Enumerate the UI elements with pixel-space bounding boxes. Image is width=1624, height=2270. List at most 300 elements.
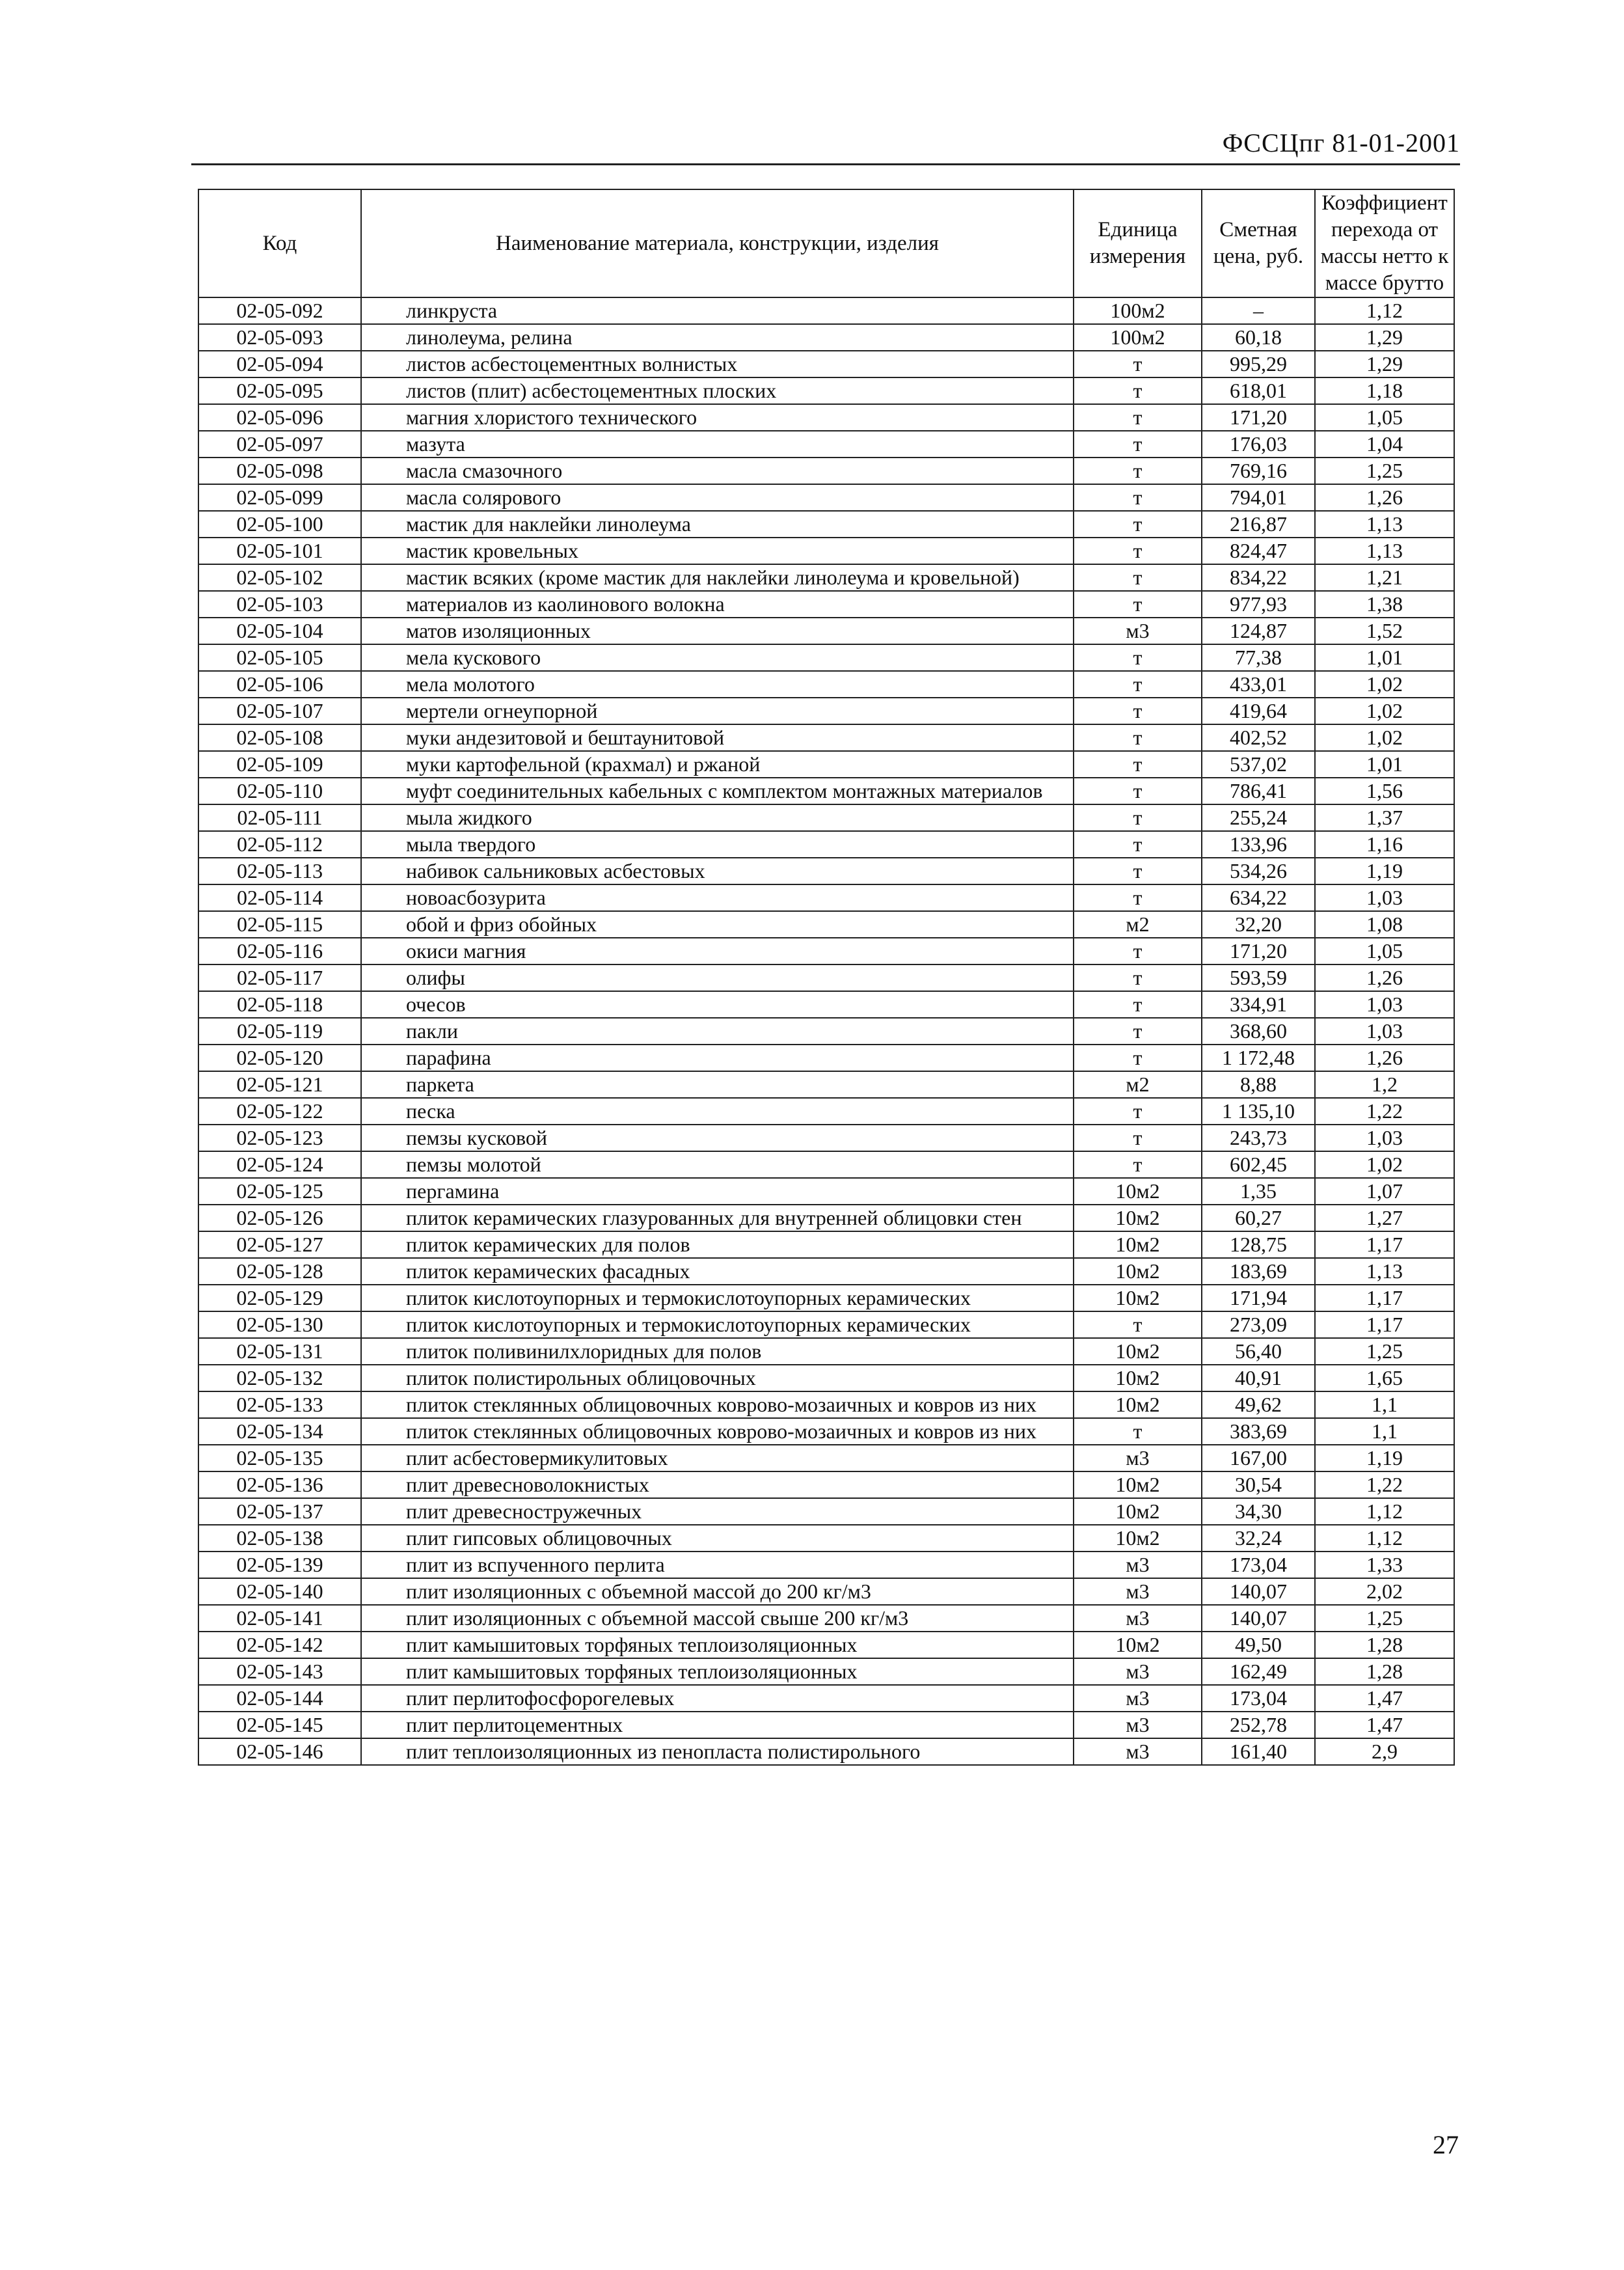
cell-code: 02-05-122 bbox=[198, 1098, 361, 1125]
cell-price: 171,20 bbox=[1202, 404, 1315, 431]
cell-code: 02-05-107 bbox=[198, 698, 361, 724]
cell-unit: т bbox=[1074, 404, 1202, 431]
cell-unit: т bbox=[1074, 804, 1202, 831]
material-name: плит камышитовых торфяных теплоизоляционных bbox=[406, 1633, 858, 1656]
material-name: плит изоляционных с объемной массой свыше 200 кг/м3 bbox=[406, 1606, 909, 1630]
cell-code: 02-05-140 bbox=[198, 1578, 361, 1605]
table-row bbox=[198, 1178, 1454, 1205]
table-row bbox=[198, 911, 1454, 938]
material-name: пемзы молотой bbox=[406, 1153, 541, 1176]
cell-price: 368,60 bbox=[1202, 1018, 1315, 1045]
cell-unit: т bbox=[1074, 644, 1202, 671]
material-name: плиток кислотоупорных и термокислотоупорных керамических bbox=[406, 1313, 971, 1336]
cell-price: 537,02 bbox=[1202, 751, 1315, 778]
cell-name bbox=[361, 404, 1074, 431]
cell-name bbox=[361, 1151, 1074, 1178]
cell-coefficient: 1,13 bbox=[1315, 538, 1454, 564]
cell-name bbox=[361, 858, 1074, 884]
column-header-name: Наименование материала, конструкции, изделия bbox=[361, 189, 1074, 297]
cell-code: 02-05-141 bbox=[198, 1605, 361, 1632]
cell-name bbox=[361, 1285, 1074, 1311]
table-row bbox=[198, 351, 1454, 377]
cell-unit: т bbox=[1074, 831, 1202, 858]
cell-unit: 100м2 bbox=[1074, 324, 1202, 351]
cell-coefficient: 1,28 bbox=[1315, 1658, 1454, 1685]
table-row bbox=[198, 1658, 1454, 1685]
cell-name bbox=[361, 1552, 1074, 1578]
cell-code: 02-05-097 bbox=[198, 431, 361, 458]
cell-name bbox=[361, 1471, 1074, 1498]
cell-price: 769,16 bbox=[1202, 458, 1315, 484]
cell-code: 02-05-142 bbox=[198, 1632, 361, 1658]
cell-price: 49,62 bbox=[1202, 1391, 1315, 1418]
material-name: мыла твердого bbox=[406, 832, 536, 856]
material-name: плит гипсовых облицовочных bbox=[406, 1526, 672, 1550]
cell-coefficient: 1,47 bbox=[1315, 1712, 1454, 1738]
table-row bbox=[198, 1391, 1454, 1418]
material-name: плит древесностружечных bbox=[406, 1499, 642, 1523]
cell-code: 02-05-139 bbox=[198, 1552, 361, 1578]
table-row bbox=[198, 1045, 1454, 1071]
cell-price: 995,29 bbox=[1202, 351, 1315, 377]
cell-code: 02-05-101 bbox=[198, 538, 361, 564]
table-row bbox=[198, 644, 1454, 671]
cell-price: 1,35 bbox=[1202, 1178, 1315, 1205]
cell-code: 02-05-115 bbox=[198, 911, 361, 938]
cell-unit: т bbox=[1074, 938, 1202, 964]
column-header-coefficient: Коэффициент перехода от массы нетто к массе брутто bbox=[1315, 189, 1454, 297]
material-name: плиток стеклянных облицовочных коврово-мозаичных и ковров из них bbox=[406, 1393, 1036, 1416]
cell-code: 02-05-093 bbox=[198, 324, 361, 351]
cell-price: 171,20 bbox=[1202, 938, 1315, 964]
cell-code: 02-05-130 bbox=[198, 1311, 361, 1338]
table-row bbox=[198, 1498, 1454, 1525]
table-row bbox=[198, 938, 1454, 964]
cell-coefficient: 1,13 bbox=[1315, 1258, 1454, 1285]
cell-name bbox=[361, 538, 1074, 564]
cell-coefficient: 1,01 bbox=[1315, 751, 1454, 778]
table-row bbox=[198, 1632, 1454, 1658]
table-row bbox=[198, 884, 1454, 911]
document-code: ФССЦпг 81-01-2001 bbox=[1222, 128, 1460, 157]
cell-name bbox=[361, 1178, 1074, 1205]
cell-code: 02-05-116 bbox=[198, 938, 361, 964]
price-table bbox=[198, 189, 1455, 1766]
table-row bbox=[198, 991, 1454, 1018]
header-rule bbox=[191, 163, 1460, 165]
table-row bbox=[198, 1525, 1454, 1552]
cell-coefficient: 1,18 bbox=[1315, 377, 1454, 404]
material-name: материалов из каолинового волокна bbox=[406, 592, 725, 616]
table-row bbox=[198, 1311, 1454, 1338]
cell-unit: м3 bbox=[1074, 1685, 1202, 1712]
cell-coefficient: 1,02 bbox=[1315, 671, 1454, 698]
cell-name bbox=[361, 1018, 1074, 1045]
material-name: листов асбестоцементных волнистых bbox=[406, 352, 738, 376]
table-row bbox=[198, 1445, 1454, 1471]
cell-name bbox=[361, 1525, 1074, 1552]
material-name: новоасбозурита bbox=[406, 886, 546, 909]
cell-coefficient: 1,03 bbox=[1315, 884, 1454, 911]
material-name: мела кускового bbox=[406, 646, 541, 669]
cell-coefficient: 1,26 bbox=[1315, 484, 1454, 511]
cell-code: 02-05-143 bbox=[198, 1658, 361, 1685]
cell-name bbox=[361, 1605, 1074, 1632]
cell-price: 334,91 bbox=[1202, 991, 1315, 1018]
cell-name bbox=[361, 1045, 1074, 1071]
cell-price: 173,04 bbox=[1202, 1685, 1315, 1712]
cell-unit: т bbox=[1074, 1125, 1202, 1151]
cell-unit: 10м2 bbox=[1074, 1365, 1202, 1391]
cell-coefficient: 1,1 bbox=[1315, 1391, 1454, 1418]
cell-price: 433,01 bbox=[1202, 671, 1315, 698]
material-name: паркета bbox=[406, 1073, 474, 1096]
cell-coefficient: 1,38 bbox=[1315, 591, 1454, 618]
cell-name bbox=[361, 698, 1074, 724]
material-name: мастик кровельных bbox=[406, 539, 578, 562]
table-row bbox=[198, 1552, 1454, 1578]
cell-name bbox=[361, 1205, 1074, 1231]
cell-code: 02-05-126 bbox=[198, 1205, 361, 1231]
cell-unit: т bbox=[1074, 458, 1202, 484]
table-header-row bbox=[198, 189, 1454, 297]
material-name: окиси магния bbox=[406, 939, 526, 963]
cell-price: 602,45 bbox=[1202, 1151, 1315, 1178]
cell-price: 618,01 bbox=[1202, 377, 1315, 404]
cell-name bbox=[361, 804, 1074, 831]
cell-unit: т bbox=[1074, 778, 1202, 804]
cell-unit: т bbox=[1074, 511, 1202, 538]
cell-unit: т bbox=[1074, 351, 1202, 377]
table-row bbox=[198, 831, 1454, 858]
cell-code: 02-05-121 bbox=[198, 1071, 361, 1098]
cell-code: 02-05-124 bbox=[198, 1151, 361, 1178]
column-header-price: Сметная цена, руб. bbox=[1202, 189, 1315, 297]
material-name: плиток стеклянных облицовочных коврово-мозаичных и ковров из них bbox=[406, 1419, 1036, 1443]
cell-code: 02-05-120 bbox=[198, 1045, 361, 1071]
cell-coefficient: 1,08 bbox=[1315, 911, 1454, 938]
cell-price: 60,27 bbox=[1202, 1205, 1315, 1231]
cell-price: 402,52 bbox=[1202, 724, 1315, 751]
cell-name bbox=[361, 458, 1074, 484]
cell-name bbox=[361, 1712, 1074, 1738]
cell-price: 794,01 bbox=[1202, 484, 1315, 511]
table-row bbox=[198, 1685, 1454, 1712]
table-row bbox=[198, 804, 1454, 831]
cell-price: 140,07 bbox=[1202, 1578, 1315, 1605]
material-name: матов изоляционных bbox=[406, 619, 591, 642]
cell-price: 77,38 bbox=[1202, 644, 1315, 671]
table-row bbox=[198, 1365, 1454, 1391]
table-row bbox=[198, 564, 1454, 591]
cell-code: 02-05-112 bbox=[198, 831, 361, 858]
cell-coefficient: 1,26 bbox=[1315, 964, 1454, 991]
cell-price: 173,04 bbox=[1202, 1552, 1315, 1578]
cell-name bbox=[361, 964, 1074, 991]
material-name: пакли bbox=[406, 1019, 458, 1043]
cell-name bbox=[361, 644, 1074, 671]
cell-price: 34,30 bbox=[1202, 1498, 1315, 1525]
cell-unit: т bbox=[1074, 964, 1202, 991]
cell-unit: м2 bbox=[1074, 911, 1202, 938]
cell-code: 02-05-144 bbox=[198, 1685, 361, 1712]
table-row bbox=[198, 1285, 1454, 1311]
cell-coefficient: 1,25 bbox=[1315, 458, 1454, 484]
cell-price: 128,75 bbox=[1202, 1231, 1315, 1258]
cell-coefficient: 1,25 bbox=[1315, 1605, 1454, 1632]
cell-unit: 10м2 bbox=[1074, 1338, 1202, 1365]
material-name: линолеума, релина bbox=[406, 325, 573, 349]
cell-code: 02-05-131 bbox=[198, 1338, 361, 1365]
cell-code: 02-05-113 bbox=[198, 858, 361, 884]
column-header-unit: Единица измерения bbox=[1074, 189, 1202, 297]
cell-price: 1 172,48 bbox=[1202, 1045, 1315, 1071]
cell-coefficient: 1,12 bbox=[1315, 297, 1454, 324]
cell-price: 32,20 bbox=[1202, 911, 1315, 938]
cell-name bbox=[361, 1338, 1074, 1365]
cell-unit: т bbox=[1074, 1151, 1202, 1178]
cell-name bbox=[361, 351, 1074, 377]
cell-unit: т bbox=[1074, 1018, 1202, 1045]
cell-code: 02-05-134 bbox=[198, 1418, 361, 1445]
cell-unit: 10м2 bbox=[1074, 1391, 1202, 1418]
material-name: плиток керамических глазурованных для внутренней облицовки стен bbox=[406, 1206, 1022, 1229]
cell-coefficient: 1,21 bbox=[1315, 564, 1454, 591]
cell-coefficient: 1,16 bbox=[1315, 831, 1454, 858]
cell-unit: т bbox=[1074, 751, 1202, 778]
cell-price: 32,24 bbox=[1202, 1525, 1315, 1552]
cell-code: 02-05-102 bbox=[198, 564, 361, 591]
cell-unit: т bbox=[1074, 538, 1202, 564]
cell-unit: т bbox=[1074, 484, 1202, 511]
cell-name bbox=[361, 1658, 1074, 1685]
cell-name bbox=[361, 911, 1074, 938]
material-name: муки андезитовой и бештаунитовой bbox=[406, 726, 725, 749]
cell-price: 176,03 bbox=[1202, 431, 1315, 458]
cell-price: 183,69 bbox=[1202, 1258, 1315, 1285]
cell-code: 02-05-125 bbox=[198, 1178, 361, 1205]
cell-price: 824,47 bbox=[1202, 538, 1315, 564]
cell-unit: т bbox=[1074, 1045, 1202, 1071]
cell-coefficient: 1,01 bbox=[1315, 644, 1454, 671]
cell-unit: м3 bbox=[1074, 1658, 1202, 1685]
material-name: мертели огнеупорной bbox=[406, 699, 598, 722]
cell-coefficient: 1,47 bbox=[1315, 1685, 1454, 1712]
table-row bbox=[198, 1071, 1454, 1098]
cell-code: 02-05-105 bbox=[198, 644, 361, 671]
cell-code: 02-05-110 bbox=[198, 778, 361, 804]
cell-name bbox=[361, 484, 1074, 511]
cell-name bbox=[361, 591, 1074, 618]
material-name: масла солярового bbox=[406, 485, 562, 509]
cell-code: 02-05-123 bbox=[198, 1125, 361, 1151]
cell-coefficient: 1,52 bbox=[1315, 618, 1454, 644]
cell-name bbox=[361, 1125, 1074, 1151]
table-row bbox=[198, 1258, 1454, 1285]
cell-price: 786,41 bbox=[1202, 778, 1315, 804]
material-name: магния хлористого технического bbox=[406, 405, 697, 429]
cell-unit: т bbox=[1074, 724, 1202, 751]
cell-code: 02-05-109 bbox=[198, 751, 361, 778]
cell-name bbox=[361, 618, 1074, 644]
cell-name bbox=[361, 1311, 1074, 1338]
cell-code: 02-05-145 bbox=[198, 1712, 361, 1738]
cell-unit: т bbox=[1074, 991, 1202, 1018]
cell-price: 140,07 bbox=[1202, 1605, 1315, 1632]
material-name: мазута bbox=[406, 432, 465, 456]
table-row bbox=[198, 858, 1454, 884]
table-row bbox=[198, 511, 1454, 538]
cell-name bbox=[361, 324, 1074, 351]
page-number: 27 bbox=[1433, 2130, 1459, 2159]
cell-name bbox=[361, 431, 1074, 458]
cell-code: 02-05-146 bbox=[198, 1738, 361, 1765]
cell-name bbox=[361, 1578, 1074, 1605]
material-name: плиток керамических для полов bbox=[406, 1233, 690, 1256]
material-name: плит изоляционных с объемной массой до 200 кг/м3 bbox=[406, 1579, 871, 1603]
cell-coefficient: 1,03 bbox=[1315, 1018, 1454, 1045]
cell-price: 162,49 bbox=[1202, 1658, 1315, 1685]
table-row bbox=[198, 1205, 1454, 1231]
cell-price: 40,91 bbox=[1202, 1365, 1315, 1391]
cell-code: 02-05-135 bbox=[198, 1445, 361, 1471]
cell-name bbox=[361, 1231, 1074, 1258]
cell-coefficient: 1,37 bbox=[1315, 804, 1454, 831]
cell-price: 834,22 bbox=[1202, 564, 1315, 591]
cell-unit: т bbox=[1074, 1098, 1202, 1125]
cell-price: 383,69 bbox=[1202, 1418, 1315, 1445]
material-name: набивок сальниковых асбестовых bbox=[406, 859, 705, 882]
cell-name bbox=[361, 1738, 1074, 1765]
cell-price: 243,73 bbox=[1202, 1125, 1315, 1151]
cell-name bbox=[361, 778, 1074, 804]
table-row bbox=[198, 1151, 1454, 1178]
cell-coefficient: 1,56 bbox=[1315, 778, 1454, 804]
cell-coefficient: 1,04 bbox=[1315, 431, 1454, 458]
cell-coefficient: 1,05 bbox=[1315, 404, 1454, 431]
cell-code: 02-05-095 bbox=[198, 377, 361, 404]
cell-coefficient: 1,28 bbox=[1315, 1632, 1454, 1658]
cell-name bbox=[361, 751, 1074, 778]
material-name: плит асбестовермикулитовых bbox=[406, 1446, 668, 1470]
cell-name bbox=[361, 1445, 1074, 1471]
cell-price: 124,87 bbox=[1202, 618, 1315, 644]
cell-unit: 10м2 bbox=[1074, 1258, 1202, 1285]
table-row bbox=[198, 297, 1454, 324]
table-row bbox=[198, 1018, 1454, 1045]
cell-code: 02-05-103 bbox=[198, 591, 361, 618]
cell-name bbox=[361, 511, 1074, 538]
cell-price: 133,96 bbox=[1202, 831, 1315, 858]
material-name: плит теплоизоляционных из пенопласта полистирольного bbox=[406, 1740, 921, 1763]
material-name: линкруста bbox=[406, 299, 498, 322]
cell-price: 419,64 bbox=[1202, 698, 1315, 724]
table-row bbox=[198, 1712, 1454, 1738]
cell-unit: 10м2 bbox=[1074, 1632, 1202, 1658]
cell-unit: т bbox=[1074, 1418, 1202, 1445]
cell-unit: м3 bbox=[1074, 1738, 1202, 1765]
material-name: пергамина bbox=[406, 1179, 500, 1203]
table-row bbox=[198, 724, 1454, 751]
material-name: плит из вспученного перлита bbox=[406, 1553, 665, 1576]
material-name: плит перлитоцементных bbox=[406, 1713, 623, 1736]
cell-code: 02-05-119 bbox=[198, 1018, 361, 1045]
table-row bbox=[198, 671, 1454, 698]
cell-code: 02-05-104 bbox=[198, 618, 361, 644]
cell-coefficient: 1,05 bbox=[1315, 938, 1454, 964]
table-row bbox=[198, 1471, 1454, 1498]
cell-coefficient: 1,02 bbox=[1315, 724, 1454, 751]
cell-code: 02-05-136 bbox=[198, 1471, 361, 1498]
table-row bbox=[198, 1098, 1454, 1125]
table-row bbox=[198, 1418, 1454, 1445]
material-name: масла смазочного bbox=[406, 459, 563, 482]
cell-price: 49,50 bbox=[1202, 1632, 1315, 1658]
cell-name bbox=[361, 377, 1074, 404]
cell-unit: т bbox=[1074, 377, 1202, 404]
material-name: мастик всяких (кроме мастик для наклейки линолеума и кровельной) bbox=[406, 566, 1020, 589]
cell-coefficient: 1,29 bbox=[1315, 324, 1454, 351]
table-row bbox=[198, 1231, 1454, 1258]
table-row bbox=[198, 1605, 1454, 1632]
material-name: плит перлитофосфорогелевых bbox=[406, 1686, 675, 1710]
cell-unit: 10м2 bbox=[1074, 1525, 1202, 1552]
cell-code: 02-05-111 bbox=[198, 804, 361, 831]
cell-unit: м3 bbox=[1074, 618, 1202, 644]
cell-coefficient: 1,17 bbox=[1315, 1311, 1454, 1338]
cell-unit: 100м2 bbox=[1074, 297, 1202, 324]
cell-name bbox=[361, 1632, 1074, 1658]
cell-price: 634,22 bbox=[1202, 884, 1315, 911]
material-name: олифы bbox=[406, 966, 465, 989]
cell-price: 273,09 bbox=[1202, 1311, 1315, 1338]
cell-price: 977,93 bbox=[1202, 591, 1315, 618]
cell-price: 60,18 bbox=[1202, 324, 1315, 351]
cell-coefficient: 1,29 bbox=[1315, 351, 1454, 377]
cell-unit: м3 bbox=[1074, 1578, 1202, 1605]
cell-price: 30,54 bbox=[1202, 1471, 1315, 1498]
cell-coefficient: 1,07 bbox=[1315, 1178, 1454, 1205]
cell-coefficient: 1,17 bbox=[1315, 1231, 1454, 1258]
table-row bbox=[198, 324, 1454, 351]
cell-name bbox=[361, 1498, 1074, 1525]
cell-name bbox=[361, 1365, 1074, 1391]
cell-code: 02-05-118 bbox=[198, 991, 361, 1018]
cell-name bbox=[361, 1418, 1074, 1445]
table-row bbox=[198, 377, 1454, 404]
cell-name bbox=[361, 884, 1074, 911]
cell-price: 593,59 bbox=[1202, 964, 1315, 991]
cell-coefficient: 1,19 bbox=[1315, 1445, 1454, 1471]
material-name: плит камышитовых торфяных теплоизоляционных bbox=[406, 1660, 858, 1683]
cell-unit: 10м2 bbox=[1074, 1498, 1202, 1525]
cell-coefficient: 1,13 bbox=[1315, 511, 1454, 538]
cell-coefficient: 1,33 bbox=[1315, 1552, 1454, 1578]
material-name: листов (плит) асбестоцементных плоских bbox=[406, 379, 777, 402]
table-row bbox=[198, 618, 1454, 644]
cell-code: 02-05-092 bbox=[198, 297, 361, 324]
cell-code: 02-05-133 bbox=[198, 1391, 361, 1418]
table-row bbox=[198, 404, 1454, 431]
cell-name bbox=[361, 991, 1074, 1018]
table-row bbox=[198, 1125, 1454, 1151]
cell-code: 02-05-098 bbox=[198, 458, 361, 484]
cell-price: 534,26 bbox=[1202, 858, 1315, 884]
material-name: плит древесноволокнистых bbox=[406, 1473, 649, 1496]
cell-price: 8,88 bbox=[1202, 1071, 1315, 1098]
cell-code: 02-05-127 bbox=[198, 1231, 361, 1258]
cell-name bbox=[361, 938, 1074, 964]
